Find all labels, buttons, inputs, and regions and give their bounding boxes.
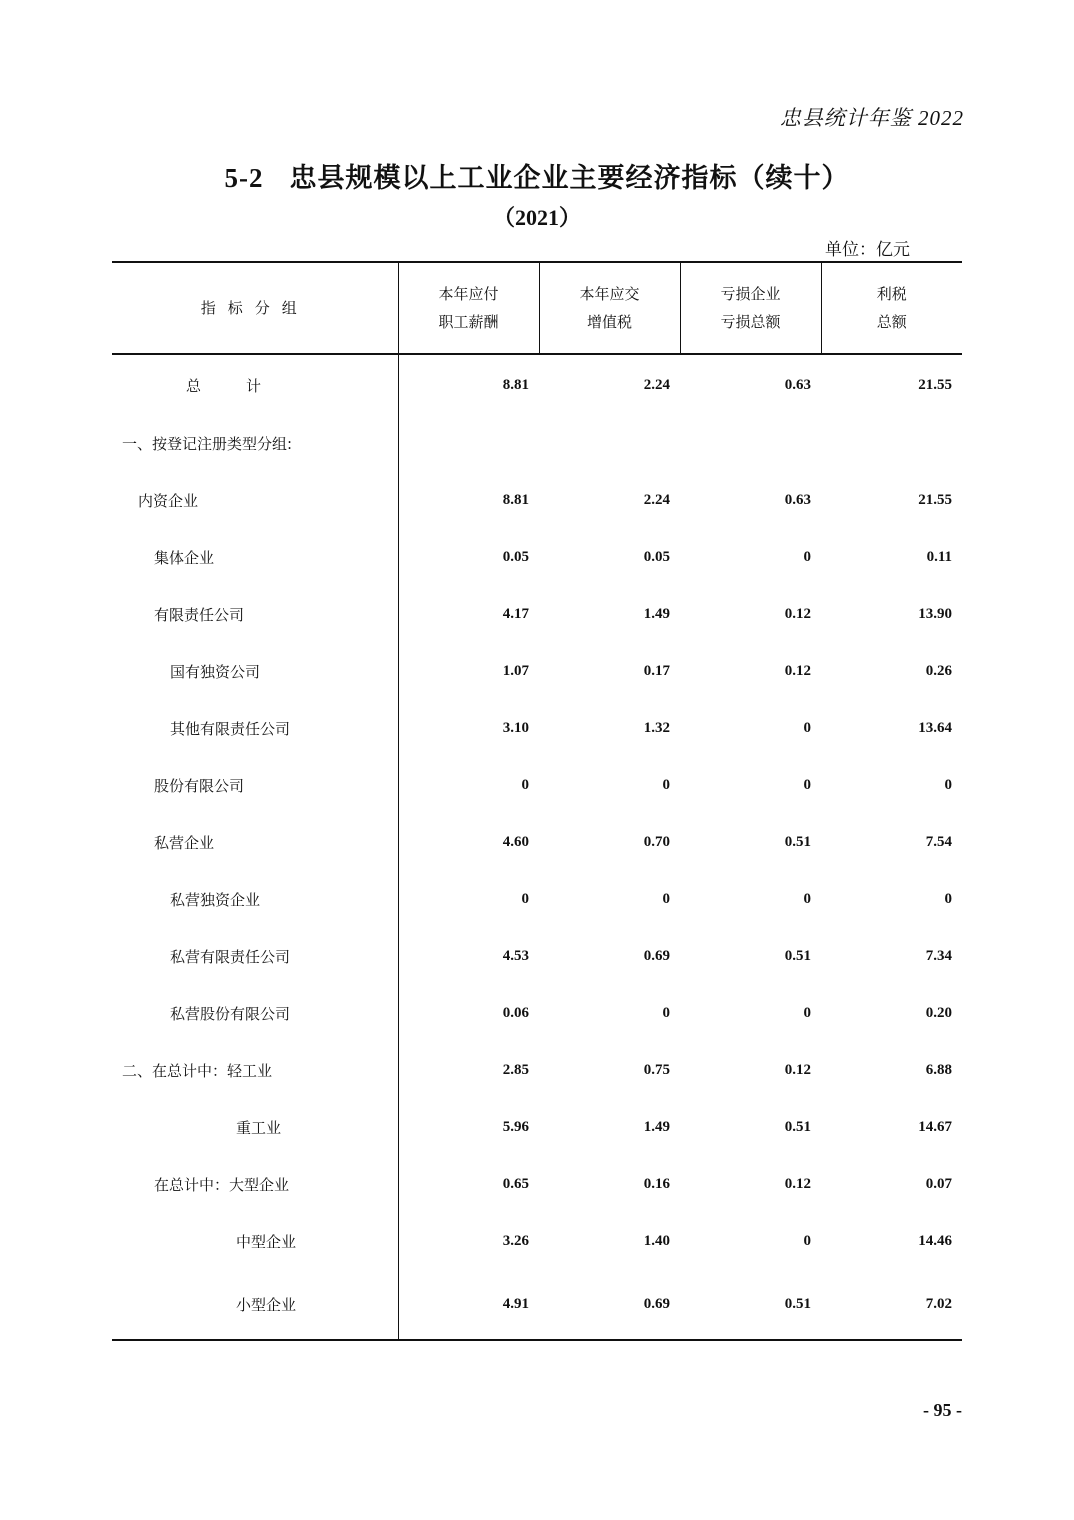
row-value: 6.88: [925, 1062, 952, 1078]
row-value: 0: [803, 777, 811, 793]
statistics-table: [112, 261, 962, 1341]
row-label: 总 计: [112, 354, 398, 415]
header-line: 亏损总额: [720, 313, 781, 331]
header-line: 亏损企业: [720, 285, 781, 303]
table-row: [112, 757, 962, 814]
row-value: 0.17: [643, 663, 670, 679]
header-losses: [680, 262, 821, 354]
row-label: 内资企业: [112, 472, 398, 529]
row-value: 4.53: [502, 948, 529, 964]
table-row: [112, 700, 962, 757]
row-value: 0.51: [784, 834, 811, 850]
row-value: 8.81: [502, 376, 529, 393]
table-row: [112, 871, 962, 928]
row-value: 1.07: [502, 663, 529, 679]
row-value: 0.20: [925, 1005, 952, 1021]
row-value: 0.12: [784, 663, 811, 679]
row-value: 13.90: [918, 606, 952, 622]
row-value: 0.69: [539, 1270, 680, 1340]
row-label: 私营有限责任公司: [112, 928, 398, 985]
row-value: 7.34: [925, 948, 952, 964]
header-line: 本年应交: [579, 285, 640, 303]
row-label: 有限责任公司: [112, 586, 398, 643]
table-row: [112, 814, 962, 871]
header-line: 职工薪酬: [438, 313, 499, 331]
row-value: 8.81: [502, 492, 529, 508]
unit-label: 单位：亿元: [825, 240, 910, 260]
row-label: 私营企业: [112, 814, 398, 871]
table-row: [112, 1099, 962, 1156]
table-number: 5-2: [224, 163, 264, 193]
header-vat: [539, 262, 680, 354]
row-value: 0: [944, 891, 952, 907]
table-row: [112, 472, 962, 529]
row-value: 7.02: [821, 1270, 962, 1340]
row-value: 1.40: [643, 1233, 670, 1249]
row-value: 7.54: [925, 834, 952, 850]
row-value: 0: [662, 891, 670, 907]
row-label: 私营股份有限公司: [112, 985, 398, 1042]
row-value: 0: [803, 891, 811, 907]
row-label: 国有独资公司: [112, 643, 398, 700]
row-label: 中型企业: [112, 1213, 398, 1270]
header-row: [112, 262, 962, 354]
row-value: 0.07: [925, 1176, 952, 1192]
header-line: 利税: [876, 285, 907, 303]
table-row: [112, 354, 962, 415]
row-value: 0.05: [643, 549, 670, 565]
row-value: 0.65: [502, 1176, 529, 1192]
row-value: 1.32: [643, 720, 670, 736]
row-value: 0.70: [643, 834, 670, 850]
row-value: 13.64: [918, 720, 952, 736]
table-row: [112, 529, 962, 586]
row-value: [398, 415, 539, 472]
row-value: 14.67: [918, 1119, 952, 1135]
row-value: 3.10: [502, 720, 529, 736]
table-row: [112, 985, 962, 1042]
row-value: [539, 415, 680, 472]
row-value: 0.51: [680, 1270, 821, 1340]
row-label: 重工业: [112, 1099, 398, 1156]
row-value: 0: [944, 777, 952, 793]
row-label: 集体企业: [112, 529, 398, 586]
row-value: 0.16: [643, 1176, 670, 1192]
table-row: [112, 928, 962, 985]
row-value: 1.49: [643, 606, 670, 622]
row-value: 0.26: [925, 663, 952, 679]
row-value: 0.11: [926, 549, 952, 565]
row-value: 0.12: [784, 606, 811, 622]
row-label: 在总计中：大型企业: [112, 1156, 398, 1213]
row-value: 0.69: [643, 948, 670, 964]
row-value: 0.06: [502, 1005, 529, 1021]
row-label: 二、在总计中：轻工业: [112, 1042, 398, 1099]
table-body: [112, 354, 962, 1340]
page-number: - 95 -: [923, 1400, 962, 1420]
running-head: 忠县统计年鉴 2022: [779, 106, 964, 130]
table-row: [112, 415, 962, 472]
row-value: 2.24: [643, 492, 670, 508]
row-value: 0: [662, 777, 670, 793]
table-row: [112, 1156, 962, 1213]
row-value: [680, 415, 821, 472]
row-value: 0: [521, 891, 529, 907]
header-profit-tax: [821, 262, 962, 354]
row-value: 4.60: [502, 834, 529, 850]
row-value: 0.75: [643, 1062, 670, 1078]
table-title-text: 忠县规模以上工业企业主要经济指标（续十）: [289, 163, 850, 194]
header-indicator: 指标分组: [112, 262, 398, 354]
row-value: [821, 415, 962, 472]
row-label: 其他有限责任公司: [112, 700, 398, 757]
row-value: 0.12: [784, 1176, 811, 1192]
table-row: [112, 1213, 962, 1270]
row-value: 0.51: [784, 1119, 811, 1135]
row-label: 小型企业: [112, 1270, 398, 1340]
row-value: 14.46: [918, 1233, 952, 1249]
table-row: [112, 1270, 962, 1340]
row-value: 0: [803, 720, 811, 736]
row-label: 一、按登记注册类型分组:: [112, 415, 398, 472]
row-value: 3.26: [502, 1233, 529, 1249]
table-year: （2021）: [492, 205, 581, 230]
row-value: 0.51: [784, 948, 811, 964]
row-value: 0: [662, 1005, 670, 1021]
row-value: 4.17: [502, 606, 529, 622]
row-value: 21.55: [918, 376, 952, 393]
row-value: 0.63: [784, 376, 811, 393]
row-label: 私营独资企业: [112, 871, 398, 928]
table-row: [112, 1042, 962, 1099]
page-title: [0, 156, 1074, 195]
row-value: 0.05: [502, 549, 529, 565]
row-value: 21.55: [918, 492, 952, 508]
header-payroll: [398, 262, 539, 354]
header-line: 本年应付: [438, 285, 499, 303]
row-value: 0.12: [784, 1062, 811, 1078]
row-value: 0: [521, 777, 529, 793]
row-value: 0: [803, 549, 811, 565]
row-value: 0.63: [784, 492, 811, 508]
row-value: 4.91: [398, 1270, 539, 1340]
row-value: 0: [803, 1233, 811, 1249]
header-line: 总额: [876, 313, 907, 331]
row-value: 0: [803, 1005, 811, 1021]
row-value: 5.96: [502, 1119, 529, 1135]
row-label: 股份有限公司: [112, 757, 398, 814]
data-table: [112, 261, 962, 1341]
row-value: 2.24: [643, 376, 670, 393]
table-row: [112, 586, 962, 643]
row-value: 1.49: [643, 1119, 670, 1135]
row-value: 2.85: [502, 1062, 529, 1078]
header-line: 增值税: [586, 313, 632, 331]
table-row: [112, 643, 962, 700]
